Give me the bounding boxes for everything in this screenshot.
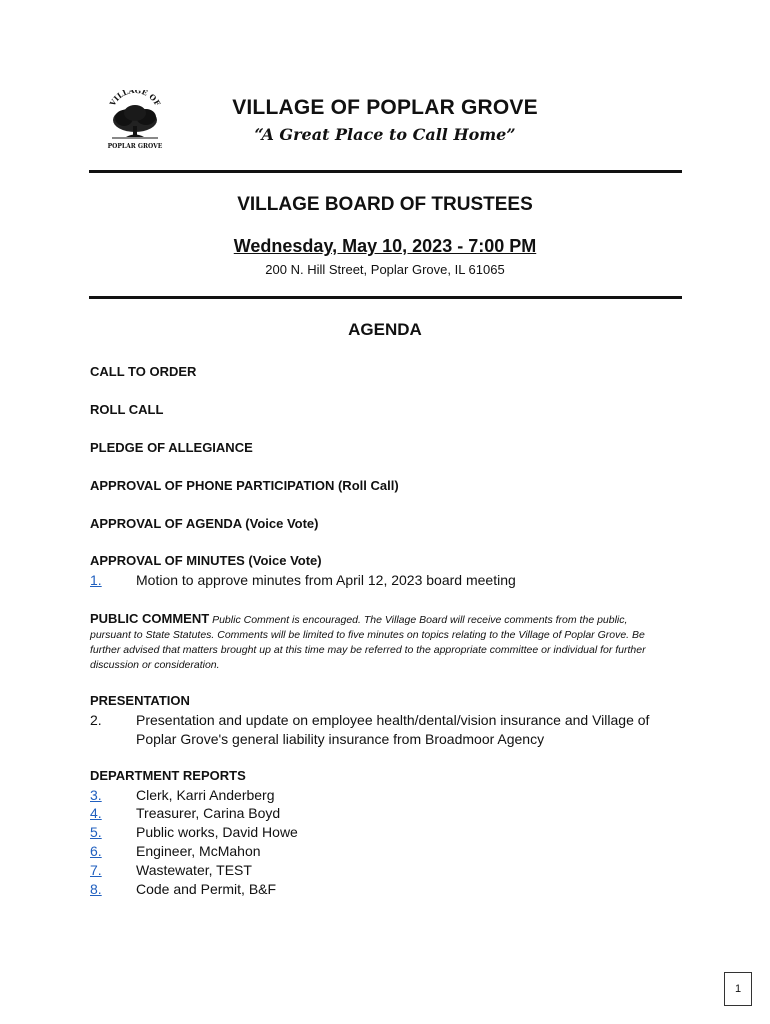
call-to-order: CALL TO ORDER	[90, 364, 197, 379]
minutes-item-link[interactable]: 1.	[90, 572, 102, 588]
report-link-wastewater[interactable]: 7.	[90, 862, 102, 878]
report-text-code-permit: Code and Permit, B&F	[136, 881, 277, 897]
presentation-item	[90, 711, 670, 749]
village-tagline: “A Great Place to Call Home”	[254, 125, 516, 144]
report-text-treasurer: Treasurer, Carina Boyd	[136, 805, 281, 821]
approval-phone-participation: APPROVAL OF PHONE PARTICIPATION (Roll Call)	[90, 478, 399, 493]
report-link-public-works[interactable]: 5.	[90, 824, 102, 840]
meeting-date: Wednesday, May 10, 2023 - 7:00 PM	[233, 236, 537, 256]
page-number: 1	[724, 972, 752, 1006]
report-link-treasurer[interactable]: 4.	[90, 805, 102, 821]
list-item	[90, 881, 276, 897]
pledge-of-allegiance: PLEDGE OF ALLEGIANCE	[90, 440, 253, 455]
presentation-item-number: 2.	[90, 712, 102, 728]
public-comment-body: Public Comment is encouraged. The Village Board will receive comments from the public, pursuant to State Statutes. Comments will be limited to five minutes on topics relating to the Village of Poplar Grove. Be further advised that matters brought up at this time may be referred to the appropriate committee or individual for further discussion or consideration.	[90, 614, 646, 671]
approval-of-agenda: APPROVAL OF AGENDA (Voice Vote)	[90, 516, 319, 531]
logo-top-text: VILLAGE OF	[107, 90, 163, 108]
report-link-code-permit[interactable]: 8.	[90, 881, 102, 897]
board-title: VILLAGE BOARD OF TRUSTEES	[237, 194, 533, 215]
logo-bottom-text: POPLAR GROVE	[107, 143, 163, 150]
agenda-heading: AGENDA	[348, 320, 422, 339]
minutes-item-text: Motion to approve minutes from April 12, 2023 board meeting	[136, 572, 516, 588]
report-text-public-works: Public works, David Howe	[136, 824, 298, 840]
presentation-heading: PRESENTATION	[90, 693, 190, 708]
report-text-clerk: Clerk, Karri Anderberg	[136, 787, 275, 803]
public-comment-heading: PUBLIC COMMENT	[90, 611, 210, 626]
report-text-engineer: Engineer, McMahon	[136, 843, 261, 859]
list-item	[90, 824, 298, 840]
presentation-item-text: Presentation and update on employee health/dental/vision insurance and Village of Poplar Grove's general liability insurance from Broadmoor Agency	[136, 712, 650, 747]
list-item	[90, 843, 261, 859]
report-link-engineer[interactable]: 6.	[90, 843, 102, 859]
list-item	[90, 787, 275, 803]
list-item	[90, 805, 280, 821]
roll-call: ROLL CALL	[90, 402, 164, 417]
report-link-clerk[interactable]: 3.	[90, 787, 102, 803]
list-item	[90, 862, 252, 878]
minutes-item	[90, 572, 516, 588]
approval-of-minutes-heading: APPROVAL OF MINUTES (Voice Vote)	[90, 553, 322, 568]
report-text-wastewater: Wastewater, TEST	[136, 862, 252, 878]
header-divider-bottom	[89, 296, 682, 299]
village-title: VILLAGE OF POPLAR GROVE	[232, 96, 538, 119]
header-divider-top	[89, 170, 682, 173]
public-comment	[90, 611, 650, 673]
department-reports-heading: DEPARTMENT REPORTS	[90, 768, 246, 783]
meeting-address: 200 N. Hill Street, Poplar Grove, IL 61065	[265, 262, 505, 277]
